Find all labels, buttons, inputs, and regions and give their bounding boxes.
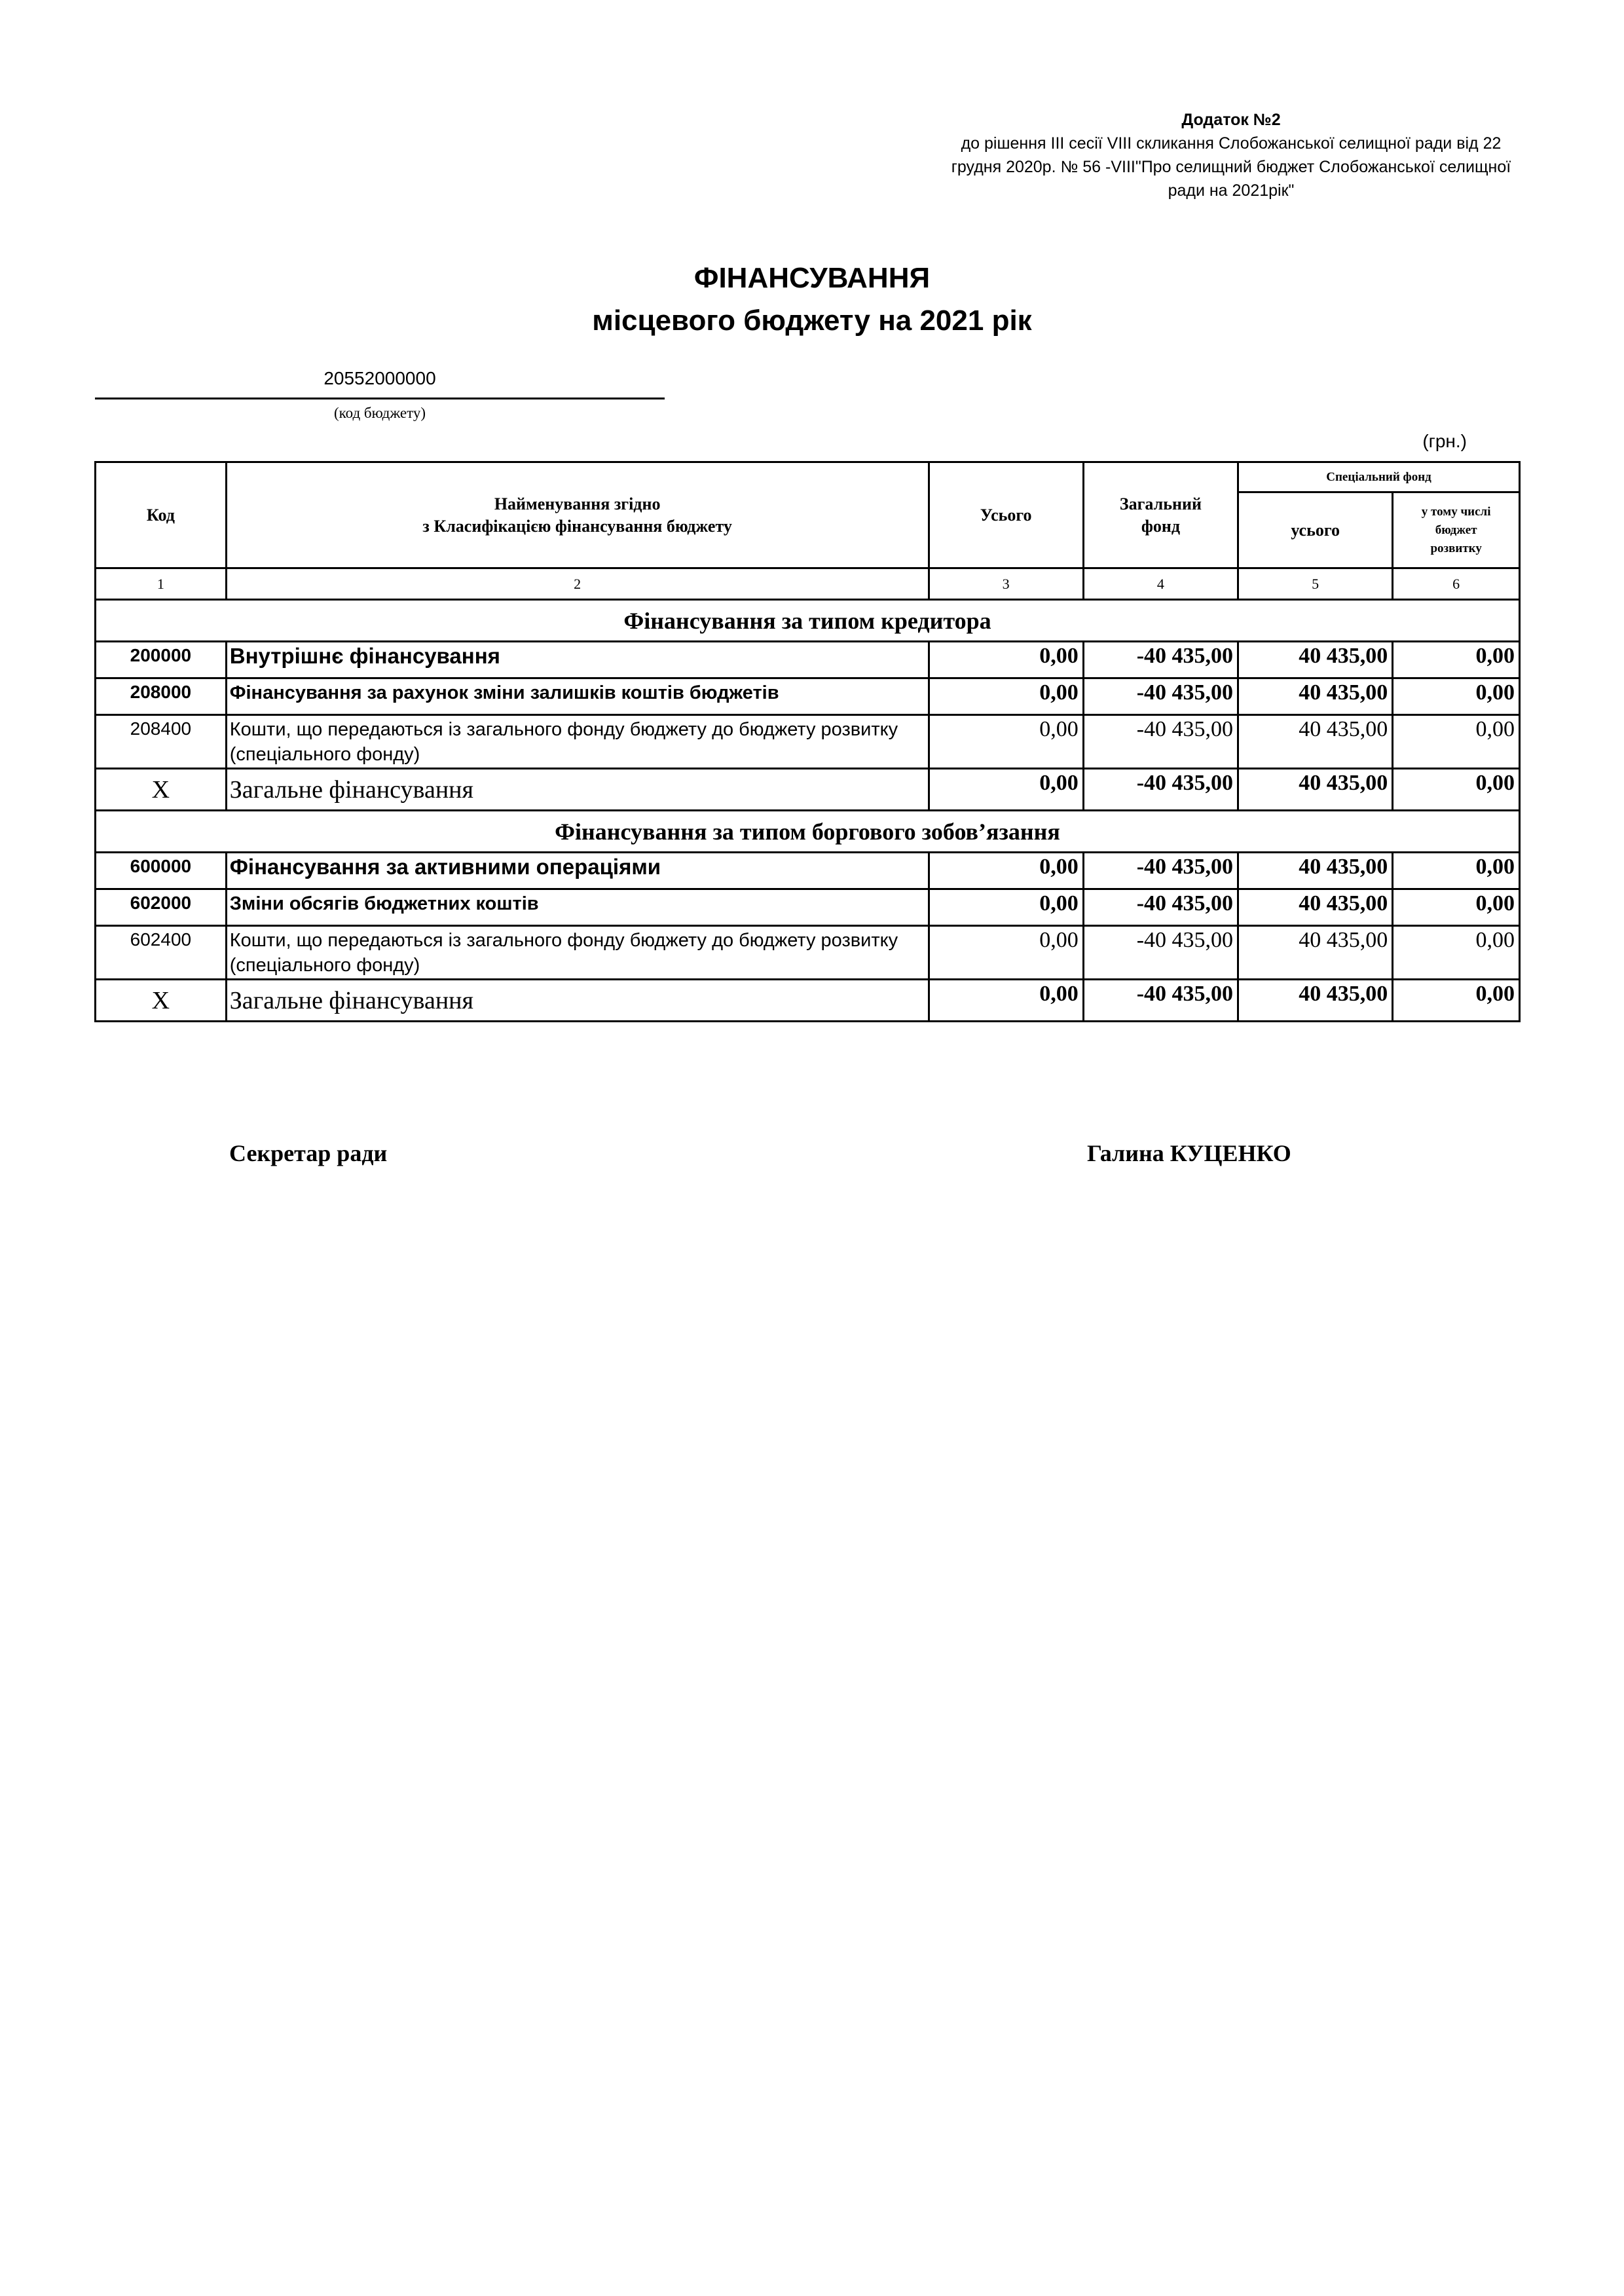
- total-row-development: 0,00: [1393, 769, 1520, 811]
- header-total: Усього: [929, 462, 1083, 568]
- row-code: 602400: [96, 926, 227, 980]
- row-name: Кошти, що передаються із загального фонду бюджету до бюджету розвитку (спеціального фонду): [226, 926, 929, 980]
- row-total: 0,00: [929, 889, 1083, 926]
- row-general: -40 435,00: [1083, 889, 1238, 926]
- header-name-line2: з Класифікацією фінансування бюджету: [422, 516, 732, 536]
- appendix-text: до рішення III сесії VIII скликання Слобожанської селищної ради від 22 грудня 2020р. № 56 -VIII"Про селищний бюджет Слобожанської селищної ради на 2021рік": [951, 134, 1511, 200]
- row-development: 0,00: [1393, 642, 1520, 678]
- total-row-special: 40 435,00: [1238, 980, 1393, 1022]
- budget-code-underline: [95, 398, 665, 399]
- row-total: 0,00: [929, 853, 1083, 889]
- total-row-code: X: [96, 769, 227, 811]
- total-row: [96, 769, 1520, 811]
- total-row-name: Загальне фінансування: [226, 980, 929, 1022]
- total-row-development: 0,00: [1393, 980, 1520, 1022]
- header-special-total: усього: [1238, 492, 1393, 568]
- header-development-line2: бюджет: [1435, 523, 1477, 537]
- table-row: [96, 678, 1520, 715]
- row-code: 208000: [96, 678, 227, 715]
- currency-unit: (грн.): [1422, 431, 1467, 451]
- column-number: 2: [226, 568, 929, 600]
- column-number: 1: [96, 568, 227, 600]
- header-general-line2: фонд: [1141, 516, 1180, 536]
- row-code: 200000: [96, 642, 227, 678]
- total-row-total: 0,00: [929, 769, 1083, 811]
- row-name: Фінансування за активними операціями: [226, 853, 929, 889]
- row-special: 40 435,00: [1238, 853, 1393, 889]
- signature-title: Секретар ради: [229, 1140, 388, 1166]
- row-general: -40 435,00: [1083, 926, 1238, 980]
- total-row-general: -40 435,00: [1083, 769, 1238, 811]
- section-title: Фінансування за типом боргового зобов’язання: [96, 811, 1520, 853]
- header-name: [226, 462, 929, 568]
- row-name: Зміни обсягів бюджетних коштів: [226, 889, 929, 926]
- row-name: Кошти, що передаються із загального фонду бюджету до бюджету розвитку (спеціального фонду): [226, 715, 929, 769]
- header-development-line1: у тому числі: [1421, 504, 1491, 519]
- row-special: 40 435,00: [1238, 889, 1393, 926]
- row-total: 0,00: [929, 926, 1083, 980]
- total-row-total: 0,00: [929, 980, 1083, 1022]
- row-development: 0,00: [1393, 853, 1520, 889]
- column-number: 3: [929, 568, 1083, 600]
- total-row-code: X: [96, 980, 227, 1022]
- row-special: 40 435,00: [1238, 678, 1393, 715]
- row-special: 40 435,00: [1238, 642, 1393, 678]
- row-name: Фінансування за рахунок зміни залишків коштів бюджетів: [226, 678, 929, 715]
- row-general: -40 435,00: [1083, 678, 1238, 715]
- column-number: 5: [1238, 568, 1393, 600]
- header-development-line3: розвитку: [1430, 541, 1482, 555]
- total-row-special: 40 435,00: [1238, 769, 1393, 811]
- header-code: Код: [96, 462, 227, 568]
- signature-name: Галина КУЦЕНКО: [1087, 1140, 1291, 1166]
- row-special: 40 435,00: [1238, 926, 1393, 980]
- table-row: [96, 853, 1520, 889]
- row-general: -40 435,00: [1083, 715, 1238, 769]
- total-row-name: Загальне фінансування: [226, 769, 929, 811]
- row-development: 0,00: [1393, 889, 1520, 926]
- row-total: 0,00: [929, 715, 1083, 769]
- row-code: 602000: [96, 889, 227, 926]
- budget-code: 20552000000: [323, 368, 436, 388]
- row-special: 40 435,00: [1238, 715, 1393, 769]
- row-development: 0,00: [1393, 926, 1520, 980]
- row-general: -40 435,00: [1083, 853, 1238, 889]
- budget-code-caption: (код бюджету): [333, 405, 426, 421]
- header-special-fund: Спеціальний фонд: [1238, 462, 1520, 492]
- row-name: Внутрішнє фінансування: [226, 642, 929, 678]
- total-row-general: -40 435,00: [1083, 980, 1238, 1022]
- header-general-line1: Загальний: [1119, 494, 1202, 513]
- column-number: 4: [1083, 568, 1238, 600]
- row-code: 600000: [96, 853, 227, 889]
- row-code: 208400: [96, 715, 227, 769]
- header-general-fund: [1083, 462, 1238, 568]
- row-development: 0,00: [1393, 678, 1520, 715]
- row-development: 0,00: [1393, 715, 1520, 769]
- row-total: 0,00: [929, 678, 1083, 715]
- header-development: [1393, 492, 1520, 568]
- table-row: [96, 715, 1520, 769]
- appendix-title: Додаток №2: [1181, 111, 1281, 129]
- header-name-line1: Найменування згідно: [494, 494, 661, 513]
- row-general: -40 435,00: [1083, 642, 1238, 678]
- section-title: Фінансування за типом кредитора: [96, 600, 1520, 642]
- document-title-line2: місцевого бюджету на 2021 рік: [592, 305, 1032, 337]
- table-row: [96, 642, 1520, 678]
- table-row: [96, 889, 1520, 926]
- table-row: [96, 926, 1520, 980]
- total-row: [96, 980, 1520, 1022]
- column-number-row: [96, 568, 1520, 600]
- column-number: 6: [1393, 568, 1520, 600]
- financing-table: [94, 461, 1521, 1022]
- document-title-line1: ФІНАНСУВАННЯ: [693, 262, 931, 294]
- row-total: 0,00: [929, 642, 1083, 678]
- appendix-note: [904, 108, 1559, 202]
